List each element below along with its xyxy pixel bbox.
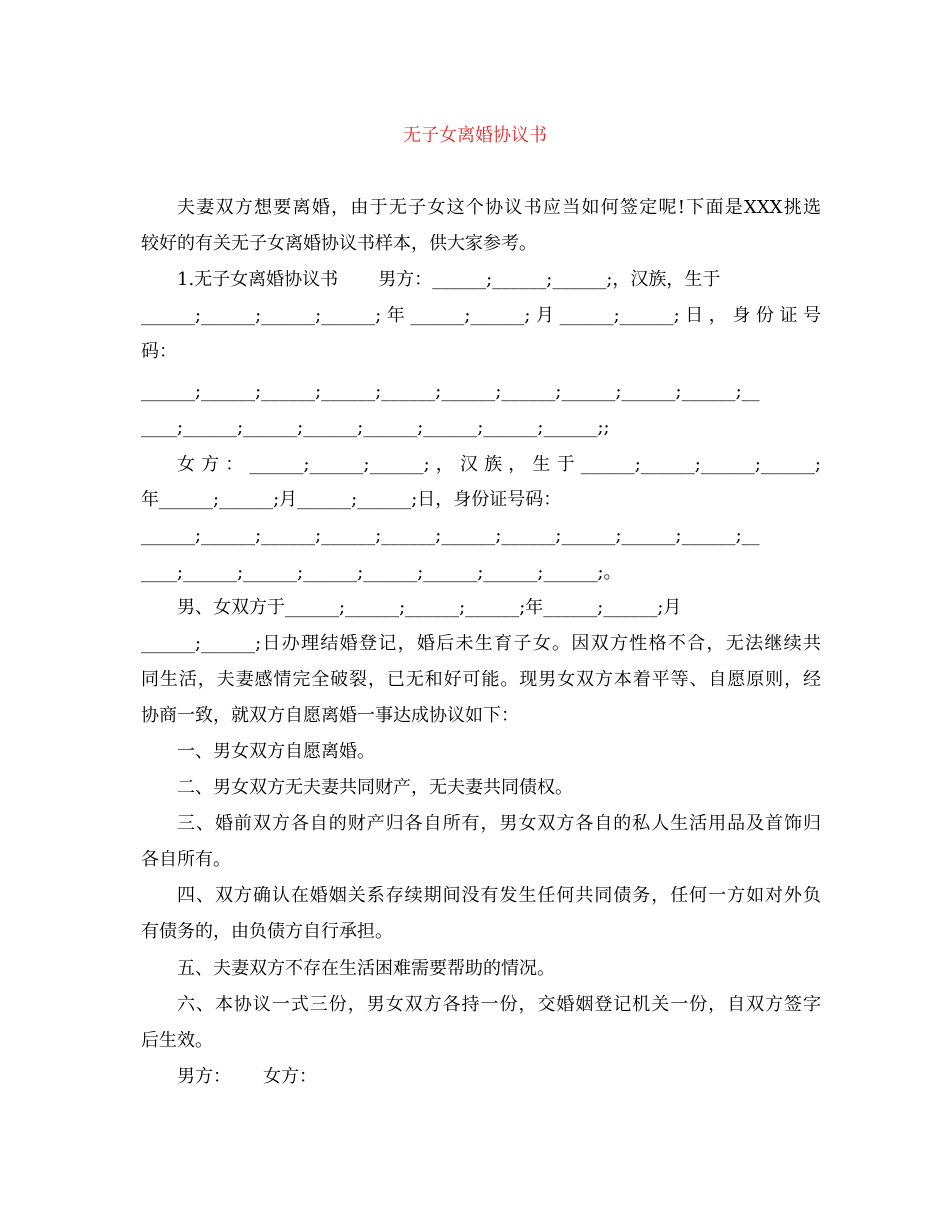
section-heading: 1.无子女离婚协议书 (177, 270, 339, 290)
male-id-blank-line-1: ______;______;______;______;______;______;______;______;______;______;__ (141, 382, 760, 402)
male-signature-label: 男方： (177, 1067, 231, 1087)
male-birth-line: ______;______;______;______;年______;______;月______;______;日，身份证号 (141, 306, 821, 326)
male-id-label-line: 码： (141, 342, 177, 362)
clause-5: 五、夫妻双方不存在生活困难需要帮助的情况。 (177, 959, 555, 979)
document-title: 无子女离婚协议书 (403, 125, 547, 146)
intro-line-2: 较好的有关无子女离婚协议书样本，供大家参考。 (141, 234, 537, 254)
marriage-date-line: 男、女双方于______;______;______;______;年______;______;月 (177, 598, 682, 618)
marriage-text-line-2: 同生活，夫妻感情完全破裂，已无和好可能。现男女双方本着平等、自愿原则，经 (141, 670, 821, 690)
marriage-text-line-1: ______;______;日办理结婚登记，婚后未生育子女。因双方性格不合，无法继续共 (141, 634, 821, 654)
clause-6-line-1: 六、本协议一式三份，男女双方各持一份，交婚姻登记机关一份，自双方签字 (177, 995, 821, 1015)
clause-4-line-1: 四、双方确认在婚姻关系存续期间没有发生任何共同债务，任何一方如对外负 (177, 886, 821, 906)
female-party-line: 女方：______;______;______;，汉族，生于______;______;______;______; (177, 455, 821, 475)
clause-6-line-2: 后生效。 (141, 1031, 213, 1051)
female-id-blank-line-1: ______;______;______;______;______;______;______;______;______;______;__ (141, 526, 760, 546)
clause-3-line-1: 三、婚前双方各自的财产归各自所有，男女双方各自的私人生活用品及首饰归 (177, 814, 821, 834)
clause-3-line-2: 各自所有。 (141, 850, 231, 870)
male-party-label: 男方：______;______;______;，汉族，生于 (378, 270, 721, 290)
signature-line (177, 1067, 821, 1087)
clause-2: 二、男女双方无夫妻共同财产，无夫妻共同债权。 (177, 778, 573, 798)
female-signature-label: 女方： (263, 1067, 317, 1087)
male-id-blank-line-2: ____;______;______;______;______;______;______;______;; (141, 418, 610, 438)
marriage-text-line-3: 协商一致，就双方自愿离婚一事达成协议如下： (141, 706, 519, 726)
female-birth-line: 年______;______;月______;______;日，身份证号码： (141, 490, 562, 510)
female-id-blank-line-2: ____;______;______;______;______;______;______;______;。 (141, 563, 622, 583)
clause-1: 一、男女双方自愿离婚。 (177, 742, 375, 762)
intro-line-1: 夫妻双方想要离婚，由于无子女这个协议书应当如何签定呢!下面是XXX挑选 (177, 198, 821, 218)
clause-4-line-2: 有债务的，由负债方自行承担。 (141, 922, 393, 942)
male-party-line (177, 270, 821, 290)
